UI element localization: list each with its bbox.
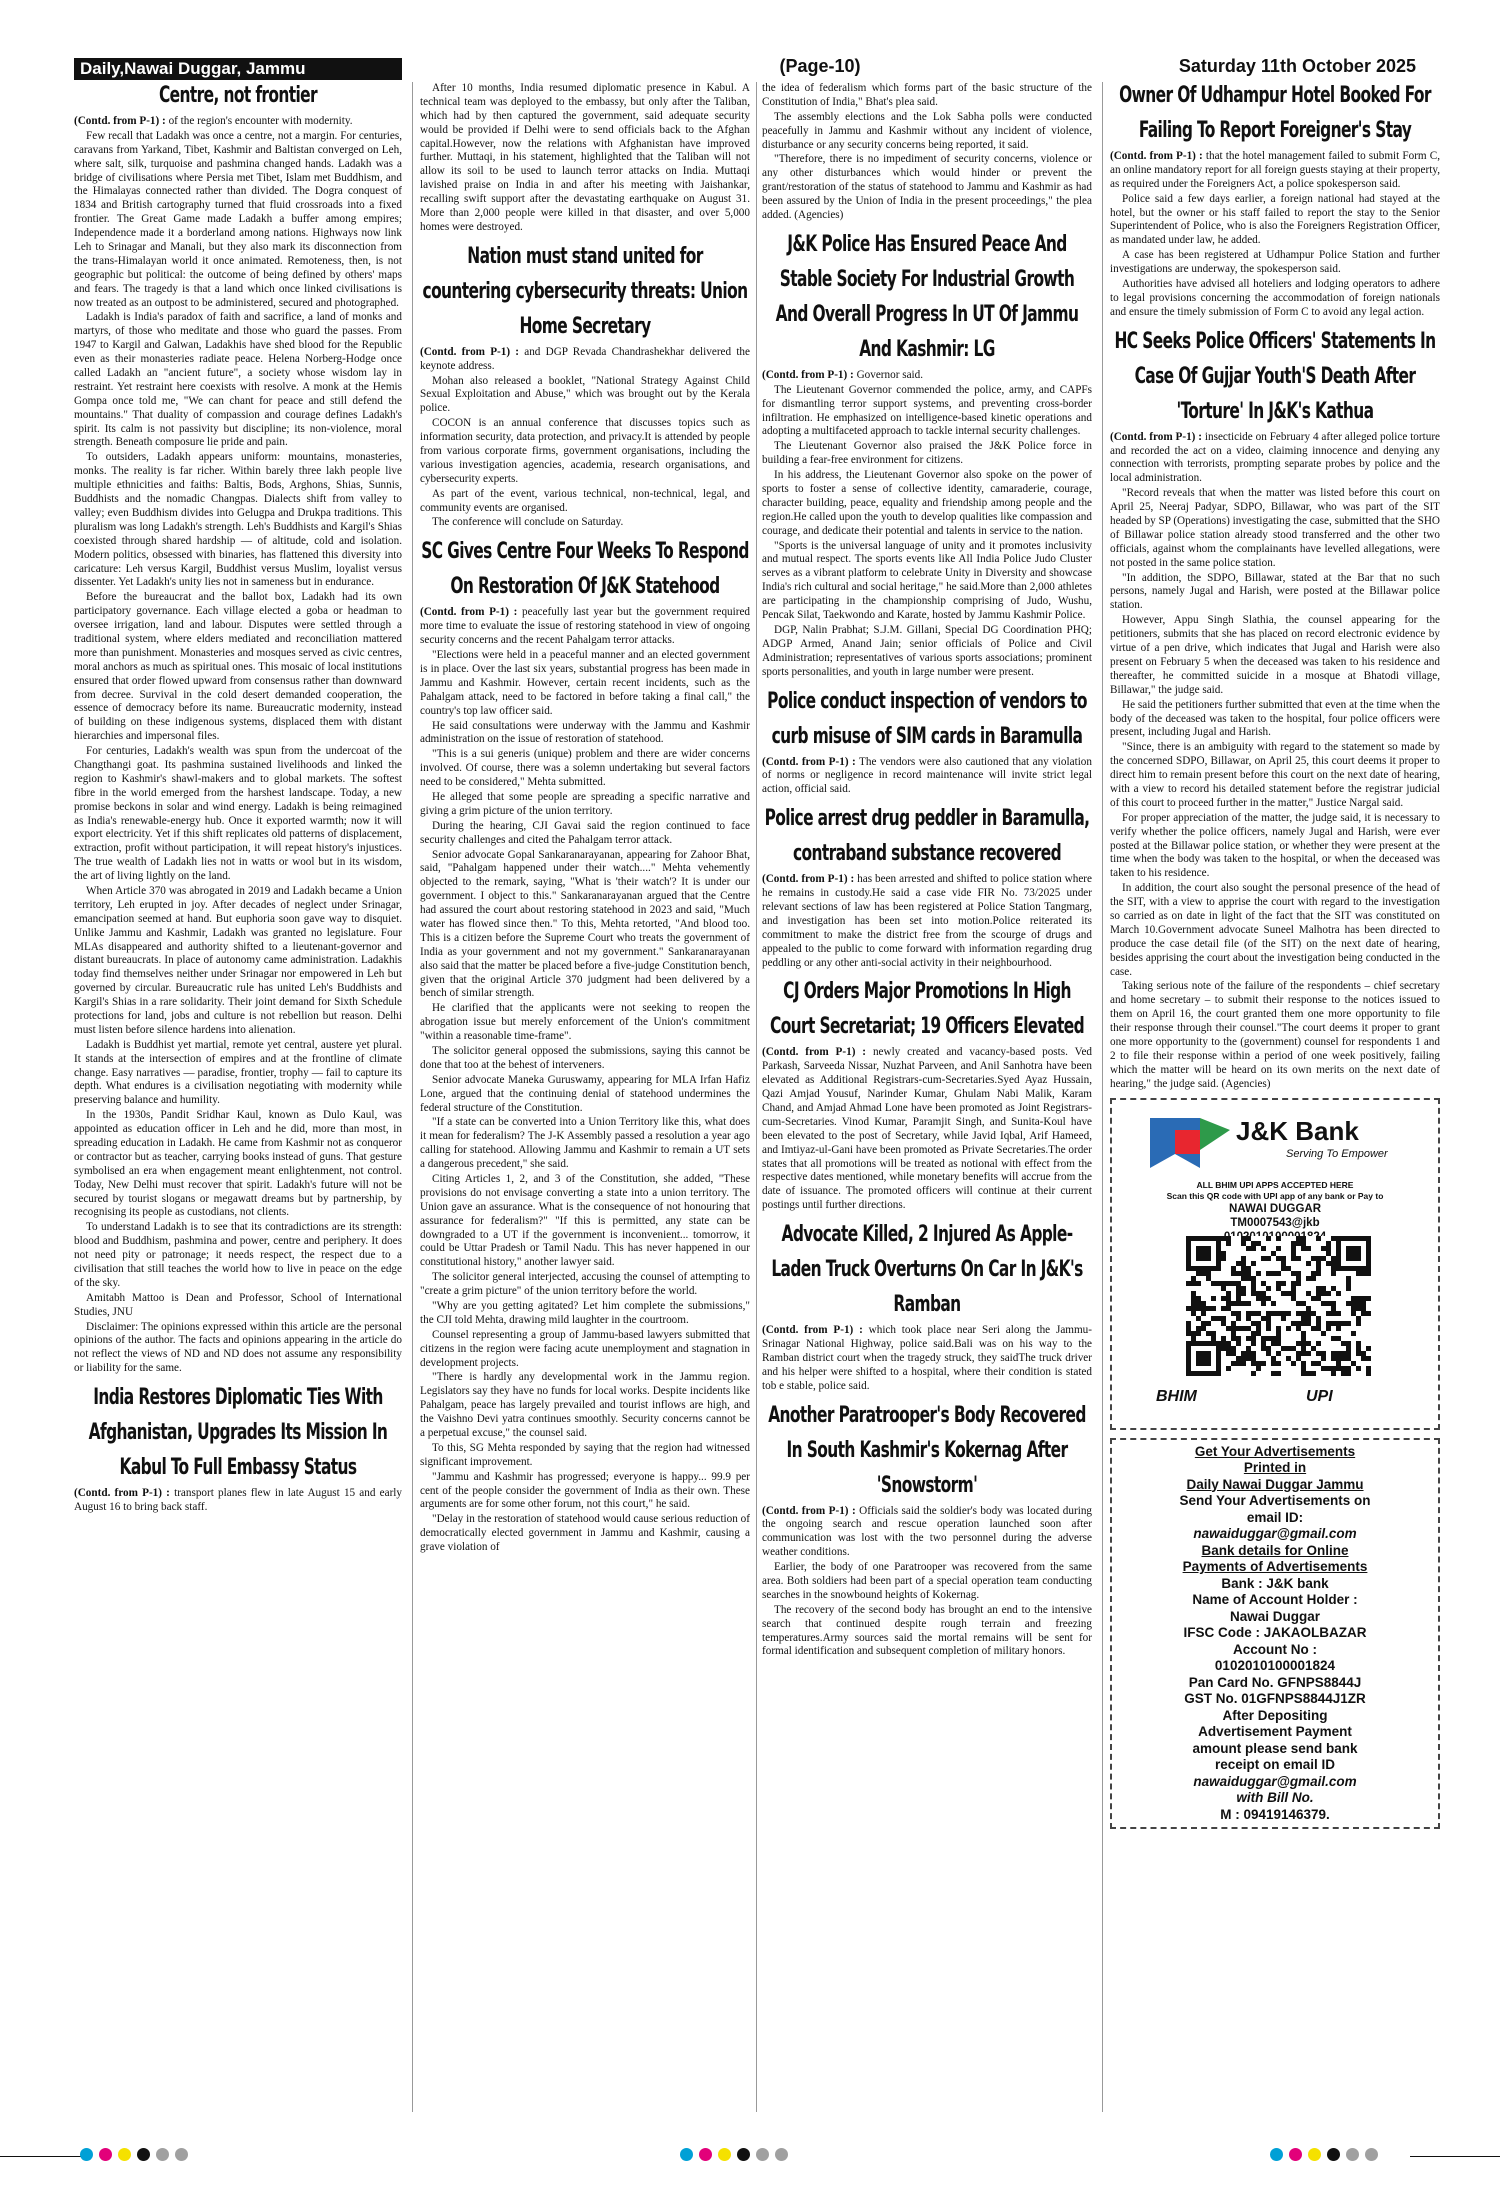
contd-label: (Contd. from P-1) : — [762, 1046, 867, 1059]
registration-dot — [156, 2148, 169, 2161]
article-text: of the region's encounter with modernity. — [168, 115, 353, 127]
article-paragraph: However, Appu Singh Slathia, the counsel appearing for the petitioners, submits that she has placed on record electronic evidence by virtue of a pen drive, which indicates that Jugal and Harish were also present on February 5 when the deceased was taken to his residence and thereafter, he committed suicide in a mosque at Bhatodi village, Billawar," the judge said. — [1110, 614, 1440, 696]
contd-label: (Contd. from P-1) : — [74, 115, 166, 127]
article-paragraph: Ladakh is India's paradox of faith and sacrifice, a land of monks and martyrs, of those who meditate and those who guard the passes. From 1947 to Kargil and Galwan, Ladakhis have shed blood for the Republic even as their monasteries radiate peace. Helena Norberg-Hodge once called Ladakh an "ancient future", a society whose wisdom lay in restraint. Yet restraint here coexists with resolve. A monk at the Hemis Gompa once told me, "We can chant for peace and still defend the mountains." That duality of compassion and courage defines Ladakh's spirit. Its calm is not passivity but discipline; its non-violence, moral strength. Beneath composure lie pride and pain. — [74, 311, 402, 449]
article-text: transport planes flew in late August 15 and early August 16 to bring back staff. — [74, 1487, 402, 1514]
ad-info-line: receipt on email ID — [1214, 1757, 1336, 1773]
article-text: Officials said the soldier's body was located during the ongoing search and rescue operation launched soon after communication was lost with the two personnel during the adverse weather conditions. — [762, 1504, 1092, 1559]
registration-dot — [680, 2148, 693, 2161]
bank-tagline: Serving To Empower — [1286, 1147, 1388, 1160]
article-paragraph: The assembly elections and the Lok Sabha polls were conducted peacefully in Jammu and Kashmir without any incident of violence, disturbance or any security concerns being reported, it said. — [762, 110, 1092, 151]
article-text: Governor said. — [856, 368, 924, 381]
scan-instruction: Scan this QR code with UPI app of any bank or Pay to — [1166, 1190, 1384, 1201]
registration-dot — [756, 2148, 769, 2161]
article-paragraph: The recovery of the second body has brought an end to the intensive search that continued despite rough terrain and freezing temperatures.Army sources said the mortal remains will be sent for formal identification and subsequent completion of military honors. — [762, 1603, 1092, 1658]
registration-dots-right — [1270, 2148, 1378, 2164]
article-paragraph: Police said a few days earlier, a foreign national had stayed at the hotel, but the owner or his staff failed to report the stay to the Senior Superintendent of Police, who is also the Foreigners Registration Officer, as mandated under law, he added. — [1110, 192, 1440, 247]
article-paragraph: During the hearing, CJI Gavai said the region continued to face security challenges and cited the Pahalgam terror attack. — [420, 819, 750, 846]
issue-date: Saturday 11th October 2025 — [1178, 56, 1416, 76]
ad-info-line: amount please send bank — [1192, 1740, 1358, 1756]
ad-info-line: email ID: — [1246, 1509, 1304, 1525]
registration-dot — [1308, 2148, 1321, 2161]
article-paragraph: Few recall that Ladakh was once a centre, not a margin. For centuries, caravans from Yarkand, Tibet, Kashmir and Baltistan converged on Leh, where salt, silk, turquoise and pashmina changed hands. Ladakh was a bridge of civilisations where Persia met Tibet, Islam met Buddhism, and the Himalayas connected rather than divided. The Dogra conquest of 1834 and British cartography turned that fluid crossroads into a fixed frontier. The Great Game made Ladakh a buffer among empires; Independence made it a borderland among nations. Highways now link Leh to Srinagar and Manali, but they also mark its disconnection from the trans-Himalayan world it once animated. Remoteness, then, is not geographic but political: the outcome of being defined by others' maps and fears. The tragedy is that a land which once linked civilisations is now treated as an outpost to be administered, secured and photographed. — [74, 129, 402, 309]
email-link[interactable]: nawaiduggar@gmail.com — [1193, 1526, 1357, 1542]
article-paragraph: When Article 370 was abrogated in 2019 and Ladakh became a Union territory, Leh erupted in joy. After decades of neglect under Srinagar, emancipation seemed at hand. But euphoria soon gave way to disquiet. Unlike Jammu and Kashmir, Ladakh was granted no legislature. Four MLAs disappeared and authority shifted to a lieutenant-governor and distant bureaucrats. In place of autonomy came administration. Ladakhis today find themselves neither under Srinagar nor empowered in Leh but governed by circular. Bureaucratic rule has united Leh's Buddhists and Kargil's Shias in a rare solidarity. Their joint demand for Sixth Schedule protections for land, jobs and culture is not rebellion but reason. Delhi must listen before silence hardens into alienation. — [74, 884, 402, 1036]
ad-info-line: 0102010100001824 — [1214, 1658, 1336, 1674]
phone-number[interactable]: M : 09419146379. — [1220, 1806, 1330, 1822]
headline-paratrooper-body: Another Paratrooper's Body Recovered In South Kashmir's Kokernag After 'Snowstorm' — [768, 1402, 1086, 1498]
article-paragraph: Counsel representing a group of Jammu-based lawyers submitted that citizens in the region were facing acute unemployment and stagnation in development projects. — [420, 1328, 750, 1369]
contd-label: (Contd. from P-1) : — [1110, 150, 1203, 162]
column-4 — [1110, 82, 1440, 2112]
article-paragraph: For centuries, Ladakh's wealth was spun from the undercoat of the Changthangi goat. Its pashmina sustained livelihoods and linked the region to Kashmir's shawl-makers and to global markets. The softest fibre in the world emerged from the harshest landscape. Today, a new promise beckons in solar and wind energy. Ladakh is being reimagined as India's renewable-energy hub. Once it exported warmth; now it will export electricity. Yet if this shift replicates old patterns of displacement, extraction, profit without participation, it will repeat history's injustices. The true wealth of Ladakh lies not in watts or wool but in its wisdom, the art of living lightly on the land. — [74, 745, 402, 883]
article-paragraph: As part of the event, various technical, non-technical, legal, and community events are organised. — [420, 487, 750, 514]
article-paragraph: In his address, the Lieutenant Governor also spoke on the power of sports to foster a sense of collective identity, camaraderie, courage, character building, peace, equality and friendship among people and the region.He called upon the youth to develop qualities like compassion and courage, and dedicate their potential and talents in service to the nation. — [762, 469, 1092, 537]
headline-hc-gujjar-youth: HC Seeks Police Officers' Statements In Case Of Gujjar Youth'S Death After 'Torture' In J&K's Kathua — [1114, 328, 1436, 424]
article-paragraph: Citing Articles 1, 2, and 3 of the Constitution, she added, "These provisions do not envisage converting a state into a union territory. The Union gave an assurance. What is the consequence of not honouring that assurance for federalism?" "If this is permitted, any state can be downgraded to a UT if the government is inconvenient... tomorrow, it could be Uttar Pradesh or Tamil Nadu. This has never happened in our constitutional history," another lawyer said. — [420, 1173, 750, 1269]
article-paragraph: "Therefore, there is no impediment of security concerns, violence or any other disturbances which would hinder or prevent the grant/restoration of the status of statehood to Jammu and Kashmir as had been assured by the Union of India in the present proceedings," the plea added. (Agencies) — [762, 153, 1092, 222]
registration-dot — [699, 2148, 712, 2161]
upi-accepted-line: ALL BHIM UPI APPS ACCEPTED HERE — [1196, 1179, 1354, 1190]
bhim-logo: BHIM — [1156, 1387, 1197, 1405]
article-paragraph: Before the bureaucrat and the ballot box, Ladakh had its own participatory governance. Each village elected a goba or headman to oversee irrigation, land and labour. Disputes were settled through a traditional system, where elders mediated and reconciliation mattered more than punishment. Monasteries and mosques served as civic centres, moral anchors as much as spiritual ones. This mosaic of local institutions ensured that order flowed upward from consensus rather than downward from decree. Survival in the cold desert demanded cooperation, the essence of democracy before its name. Bureaucratic modernity, instead of building on these indigenous systems, displaced them with distant hierarchies and impersonal files. — [74, 591, 402, 743]
article-paragraph: To this, SG Mehta responded by saying that the region had witnessed significant improvement. — [420, 1441, 750, 1468]
registration-dot — [718, 2148, 731, 2161]
article-paragraph: A case has been registered at Udhampur Police Station and further investigations are underway, the spokesperson said. — [1110, 249, 1440, 276]
registration-dot — [80, 2148, 93, 2161]
bank-name: J&K Bank — [1236, 1115, 1359, 1146]
contd-label: (Contd. from P-1) : — [762, 1504, 856, 1517]
article-paragraph: The Lieutenant Governor also praised the J&K Police force in building a fear-free environment for citizens. — [762, 440, 1092, 467]
payee-name: NAWAI DUGGAR — [1229, 1202, 1321, 1215]
article-paragraph: Mohan also released a booklet, "National Strategy Against Child Sexual Exploitation and Abuse," which was brought out by the Kerala police. — [420, 374, 750, 415]
jk-bank-advertisement — [1110, 1098, 1440, 1430]
article-paragraph: He said the petitioners further submitted that even at the time when the body of the deceased was taken to the hospital, four police officers were present, including Jugal and Harish. — [1110, 698, 1440, 739]
article-paragraph: Ladakh is Buddhist yet martial, remote yet central, austere yet plural. It stands at the intersection of empires and at the frontline of climate change. Easy narratives — paradise, frontier, trophy — fail to capture its depth. What endures is a civilisation negotiating with modernity while preserving balance and humility. — [74, 1038, 402, 1107]
article-text: peacefully last year but the government required more time to evaluate the issue of restoring statehood in view of ongoing security concerns and the recent Pahalgam terror attacks. — [420, 606, 750, 647]
contd-label: (Contd. from P-1) : — [74, 1487, 170, 1500]
article-paragraph: the idea of federalism which forms part of the basic structure of the Constitution of India," Bhat's plea said. — [762, 82, 1092, 108]
contd-label: (Contd. from P-1) : — [420, 606, 518, 619]
article-text: insecticide on February 4 after alleged police torture and recorded the act on a video, claiming innocence and denying any connection with terrorists, prompting separate probes by police and the local administration. — [1110, 430, 1440, 485]
article-paragraph: DGP, Nalin Prabhat; S.J.M. Gillani, Special DG Coordination PHQ; ADGP Armed, Anand Jain; senior officials of Police and Civil Administration; representatives of various sports associations; prominent sports personalities, and youth in large number were present. — [762, 623, 1092, 678]
article-paragraph: In the 1930s, Pandit Sridhar Kaul, known as Dulo Kaul, was appointed as education officer in Leh and he did, more than most, in spreading education in Ladakh. He came from Kashmir not as conqueror or contractor but as teacher, carrying books instead of guns. That gesture symbolised an era when engagement meant enlightenment, not control. Today, New Delhi must recover that spirit. Ladakh's future will not be secured by tourist slogans or megawatt dreams but by partnership, by recognising its people as custodians, not clients. — [74, 1109, 402, 1219]
article-text: that the hotel management failed to submit Form C, an online mandatory report for all foreign guests staying at their property, as required under the Foreigners Act, a police spokesperson said. — [1110, 150, 1440, 190]
article-paragraph: To understand Ladakh is to see that its contradictions are its strength: blood and Buddhism, pashmina and power, centre and periphery. It does not need pity or patronage; it needs respect, the respect due to a civilisation that still teaches the world how to live in peace on the edge of the sky. — [74, 1221, 402, 1289]
article-paragraph: The Lieutenant Governor commended the police, army, and CAPFs for dismantling terror support systems, and preventing cross-border infiltration. He emphasized on intelligence-based kinetic operations and adopting a multifaceted approach to tackle internal security challenges. — [762, 383, 1092, 438]
masthead-paper-name: Daily,Nawai Duggar, Jammu — [74, 58, 402, 80]
article-paragraph: "Sports is the universal language of unity and it promotes inclusivity and mutual respect. The sports events like All India Police Judo Cluster serves as a vibrant platform to celebrate Unity in Diversity and showcase India's rich cultural and social heritage," he said.More than 2,000 athletes are participating in the championship comprising of Judo, Wushu, Pencak Silat, Taekwondo and Karate, hosted by Jammu Kashmir Police. — [762, 539, 1092, 622]
article-paragraph: For proper appreciation of the matter, the judge said, it is necessary to verify whether the police officers, namely Jugal and Harish, were ever posted at the Billawar police station, or whether they were present at the time when the body was taken to the hospital, or when the deceased was taken to his residence. — [1110, 811, 1440, 880]
headline-udhampur-hotel: Owner Of Udhampur Hotel Booked For Failing To Report Foreigner's Stay — [1119, 83, 1431, 143]
ad-info-line: Account No : — [1233, 1641, 1317, 1657]
registration-dot — [99, 2148, 112, 2161]
article-paragraph: "Since, there is an ambiguity with regard to the statement so made by the concerned SDPO, Billawar, on April 25, this court deems it proper to direct him to remain present before this court on the next date of hearing, with a view to record his detailed statement before the registrar judicial of this court to proceed further in the matter," Justice Nargal said. — [1110, 741, 1440, 809]
article-paragraph: "This is a sui generis (unique) problem and there are wider concerns involved. Of course, there was a solemn undertaking but several factors need to be considered," Mehta submitted. — [420, 748, 750, 789]
article-paragraph: Taking serious note of the failure of the respondents – chief secretary and home secretary – to submit their response to the notices issued to them on April 16, the court granted them one more opportunity to file their response through their counsel."The court deems it proper to grant one more opportunity to the (government) counsel for respondents 1 and 2 to file their response within a period of one week positively, failing which the matter will be heard on its own merits on the next date of hearing," the judge said. (Agencies) — [1110, 980, 1440, 1090]
article-paragraph: "If a state can be converted into a Union Territory like this, what does it mean for federalism? The J-K Assembly passed a resolution a year ago calling for statehood. Allowing Jammu and Kashmir to remain a UT sets a dangerous precedent," she said. — [420, 1116, 750, 1171]
registration-dot — [137, 2148, 150, 2161]
article-paragraph: "Why are you getting agitated? Let him complete the submissions," the CJI told Mehta, drawing mild laughter in the courtroom. — [420, 1300, 750, 1326]
article-paragraph: "Jammu and Kashmir has progressed; everyone is happy... 99.9 per cent of the people consider the government of India as their own. These arguments are for some other forum, not this court," he said. — [420, 1470, 750, 1511]
qr-code-icon[interactable] — [1186, 1236, 1371, 1376]
headline-sim-card-inspection: Police conduct inspection of vendors to curb misuse of SIM cards in Baramulla — [767, 688, 1087, 749]
ad-info-line: Pan Card No. GFNPS8844J — [1188, 1674, 1362, 1690]
registration-dot — [737, 2148, 750, 2161]
article-paragraph: Earlier, the body of one Paratrooper was recovered from the same area. Both soldiers had been part of a special operation team conducting searches in the snowbound heights of Kokernag. — [762, 1561, 1092, 1601]
advertisement-info-box — [1110, 1438, 1440, 1830]
article-paragraph: He said consultations were underway with the Jammu and Kashmir administration on the issue of restoration of statehood. — [420, 719, 750, 746]
registration-dot — [1289, 2148, 1302, 2161]
article-text: which took place near Seri along the Jammu-Srinagar National Highway, police said.Bali was on his way to the Ramban district court when the tragedy struck, they saidThe truck driver and his helper were shifted to a hospital, where their condition is stated tob e stable, police said. — [762, 1324, 1092, 1392]
headline-cj-promotions: CJ Orders Major Promotions In High Court Secretariat; 19 Officers Elevated — [769, 979, 1085, 1040]
article-text: The vendors were also cautioned that any violation of norms or negligence in record maintenance will invite strict legal action, official said. — [762, 755, 1092, 796]
headline-centre-not-frontier: Centre, not frontier — [158, 83, 318, 108]
ad-info-line: After Depositing — [1222, 1707, 1328, 1723]
ad-info-line: Bank details for Online — [1201, 1542, 1349, 1558]
ad-info-line: IFSC Code : JAKAOLBAZAR — [1183, 1625, 1367, 1641]
column-2 — [420, 82, 750, 2112]
ad-info-line: Send Your Advertisements on — [1179, 1493, 1371, 1509]
article-text: and DGP Revada Chandrashekhar delivered the keynote address. — [420, 345, 750, 372]
registration-dot — [118, 2148, 131, 2161]
contd-label: (Contd. from P-1) : — [762, 873, 855, 886]
ad-info-line: Printed in — [1243, 1460, 1307, 1476]
ad-info-line: Nawai Duggar — [1229, 1608, 1321, 1624]
registration-dot — [1270, 2148, 1283, 2161]
column-divider — [412, 82, 413, 2112]
author-note: Amitabh Mattoo is Dean and Professor, School of International Studies, JNU — [74, 1291, 402, 1318]
article-paragraph: In addition, the court also sought the personal presence of the head of the SIT, with a view to apprise the court with regard to the investigation so carried as on date in light of the fact that the SIT was constituted on March 10.Government advocate Suneel Malhotra has been directed to produce the case detail file (of the SIT) on the next date of hearing, besides apprising the court about the investigation being conducted in the case. — [1110, 882, 1440, 978]
disclaimer: Disclaimer: The opinions expressed within this article are the personal opinions of the author. The facts and opinions appearing in the article do not reflect the views of ND and ND does not assume any responsibility or liability for the same. — [74, 1320, 402, 1375]
headline-jk-police-peace: J&K Police Has Ensured Peace And Stable Society For Industrial Growth And Overall Progress In UT Of Jammu And Kashmir: LG — [775, 231, 1079, 362]
headline-cybersecurity: Nation must stand united for countering cybersecurity threats: Union Home Secretary — [422, 243, 748, 339]
page-number: (Page-10) — [779, 56, 861, 76]
contd-label: (Contd. from P-1) : — [420, 345, 520, 358]
headline-drug-peddler: Police arrest drug peddler in Baramulla, contraband substance recovered — [764, 806, 1090, 867]
article-text: has been arrested and shifted to police station where he remains in custody.He said a case vide FIR No. 73/2025 under relevant sections of law has been registered at Police Station Tangmarg, and investigation has been set into motion.Police reiterated its commitment to make the district free from the scourge of drugs and appealed to the public to come forward with information regarding drug peddling or any other anti-social activity in their neighbourhood. — [762, 873, 1092, 969]
email-link[interactable]: nawaiduggar@gmail.com — [1193, 1773, 1357, 1789]
contd-label: (Contd. from P-1) : — [1110, 430, 1203, 443]
upi-id: TM0007543@jkb — [1230, 1216, 1320, 1229]
article-paragraph: The solicitor general interjected, accusing the counsel of attempting to "create a grim picture" of the union territory before the world. — [420, 1271, 750, 1298]
article-paragraph: "Elections were held in a peaceful manner and an elected government is in place. Over the last six years, substantial progress has been made in Jammu and Kashmir. However, certain recent incidents, such as the Pahalgam attack, need to be factored in before taking a final call," the country's top law officer said. — [420, 649, 750, 717]
registration-dots-center — [680, 2148, 788, 2164]
article-paragraph: The conference will conclude on Saturday. — [432, 516, 624, 529]
article-paragraph: COCON is an annual conference that discusses topics such as information security, data protection, and privacy.It is attended by people from various corporate firms, government organisations, including the various investigation agencies, academia, research organisations, and cybersecurity experts. — [420, 417, 750, 485]
contd-label: (Contd. from P-1) : — [762, 755, 856, 768]
ad-info-line: Bank : J&K bank — [1221, 1575, 1329, 1591]
registration-dot — [1346, 2148, 1359, 2161]
registration-dot — [1365, 2148, 1378, 2161]
article-paragraph: Senior advocate Gopal Sankaranarayanan, appearing for Zahoor Bhat, said, "Pahalgam happened under their watch...." Mehta vehemently objected to the remark, saying, "What is 'their watch'? It is under our government. I object to this." Sankaranarayanan argued that the Centre had assured the court about restoring statehood in 2023 and said, "Much water has flowed since then." To this, Mehta retorted, "And blood too. This is a citizen before the Supreme Court who treats the government of India as your government and not my government." Sankaranarayanan also said that the matter be placed before a five-judge Constitution bench, given that the original Article 370 judgment had been delivered by a bench of similar strength. — [420, 848, 750, 1000]
article-paragraph: He alleged that some people are spreading a specific narrative and giving a grim picture of the union territory. — [420, 790, 750, 817]
crop-mark — [0, 2156, 90, 2157]
ad-info-line: Payments of Advertisements — [1182, 1559, 1368, 1575]
article-paragraph: Senior advocate Maneka Guruswamy, appearing for MLA Irfan Hafiz Lone, argued that the continuing denial of statehood undermines the federal structure of the Constitution. — [420, 1073, 750, 1114]
registration-dot — [775, 2148, 788, 2161]
ad-info-line: Advertisement Payment — [1198, 1724, 1352, 1740]
registration-dots-left — [80, 2148, 188, 2164]
contd-label: (Contd. from P-1) : — [762, 1324, 863, 1337]
article-paragraph: He clarified that the applicants were not seeking to reopen the abrogation issue but merely enforcement of the Union's commitment "within a reasonable time-frame". — [420, 1002, 750, 1043]
column-1 — [74, 82, 402, 2112]
article-paragraph: "There is hardly any developmental work in the Jammu region. Legislators say they have no funds for local works. Despite incidents like Pahalgam, peace has largely prevailed and tourist inflows are high, and the Vaishno Devi yatra continues smoothly. Security concerns cannot be a perpetual excuse," the counsel said. — [420, 1371, 750, 1440]
column-3 — [762, 82, 1092, 2112]
registration-dot — [1327, 2148, 1340, 2161]
article-paragraph: After 10 months, India resumed diplomatic presence in Kabul. A technical team was deployed to the embassy, but only after the Taliban, which had by then captured the government, said adequate security would be provided if Delhi were to send officials back to the Afghan capital.However, now the relations with Afghanistan have improved further. Muttaqi, in his statement, highlighted that the Taliban will not allow its soil to be used to launch terror attacks on India. Muttaqi lavished praise on India in and after his meeting with Jaishankar, recalling swift support after the devastating earthquake on August 31. More than 2,000 people were killed in that disaster, and over 5,000 homes were destroyed. — [420, 82, 750, 233]
article-paragraph: Authorities have advised all hoteliers and lodging operators to adhere to legal provisions concerning the accommodation of foreign nationals and ensure the timely submission of Form C to avoid any legal action. — [1110, 278, 1440, 318]
crop-mark — [1410, 2156, 1500, 2157]
article-text: newly created and vacancy-based posts. Ved Parkash, Sarveeda Nissar, Nuzhat Parveen, and Anil Sanhotra have been elevated as Additional Registrars-cum-Secretaries.Syed Ayaz Hussain, Qazi Amjad Yousuf, Narinder Kumar, Ghulam Nabi Malik, Karam Chand, and Amjad Ahmad Lone have been promoted as Joint Registrars-cum-Secretaries. Vinod Kumar, Paramjit Singh, and Sunita-Koul have been elevated to the post of Secretary, while Javid Iqbal, Arif Hameed, and Imtiyaz-ul-Gani have been promoted as Private Secretaries.The order states that all promotions will be treated as notional with effect from the respective dates mentioned, while monetary benefits will accrue from the date of issuance. The promoted officers will continue at their current postings until further directions. — [762, 1046, 1092, 1212]
contd-label: (Contd. from P-1) : — [762, 368, 854, 381]
ad-info-line: GST No. 01GFNPS8844J1ZR — [1184, 1691, 1366, 1707]
ad-info-line: Get Your Advertisements — [1194, 1443, 1356, 1459]
ad-info-line: Name of Account Holder : — [1192, 1592, 1358, 1608]
article-paragraph: "Record reveals that when the matter was listed before this court on April 25, Neeraj Padyar, SDPO, Billawar, who was part of the SIT headed by SP (Operations) investigating the case, submitted that the SHO of Billawar police station already stood transferred and the other two officials, against whom the complainants have levelled allegations, were not posted in the same police station. — [1110, 487, 1440, 569]
upi-logo: UPI — [1306, 1387, 1333, 1405]
headline-advocate-killed: Advocate Killed, 2 Injured As Apple-Laden Truck Overturns On Car In J&K's Ramban — [771, 1222, 1083, 1318]
registration-dot — [175, 2148, 188, 2161]
column-divider — [756, 82, 757, 2112]
article-paragraph: To outsiders, Ladakh appears uniform: mountains, monasteries, monks. The reality is far richer. Within barely three lakh people live multiple ethnicities and faiths: Baltis, Bods, Arghons, Shias, Sunnis, Buddhists and the nomadic Changpas. Dialects shift from valley to valley; even Buddhism divides into Gelugpa and Drukpa traditions. This pluralism was long Ladakh's strength. Leh's Buddhists and Kargil's Shias coexisted through shared hardship — of altitude, cold and isolation. Modern politics, obsessed with binaries, has flattened this diversity into caricature: Leh versus Kargil, Buddhist versus Muslim, loyalist versus dissenter. Yet Ladakh's unity lies not in sameness but in endurance. — [74, 451, 402, 589]
article-paragraph: "Delay in the restoration of statehood would cause serious reduction of democratically elected government in Jammu and Kashmir, causing a grave violation of — [420, 1513, 750, 1554]
headline-sc-statehood: SC Gives Centre Four Weeks To Respond On Restoration Of J&K Statehood — [421, 539, 749, 600]
article-paragraph: The solicitor general opposed the submissions, saying this cannot be done that too at the behest of interveners. — [420, 1044, 750, 1071]
column-divider — [1102, 82, 1103, 2112]
headline-afghanistan-ties: India Restores Diplomatic Ties With Afghanistan, Upgrades Its Mission In Kabul To Full Embassy Status — [88, 1385, 388, 1481]
article-paragraph: "In addition, the SDPO, Billawar, stated at the Bar that no such persons, namely Jugal and Harish, were posted at the Billawar police station. — [1110, 571, 1440, 612]
ad-info-line: with Bill No. — [1236, 1790, 1314, 1806]
ad-info-line: Daily Nawai Duggar Jammu — [1186, 1476, 1364, 1492]
